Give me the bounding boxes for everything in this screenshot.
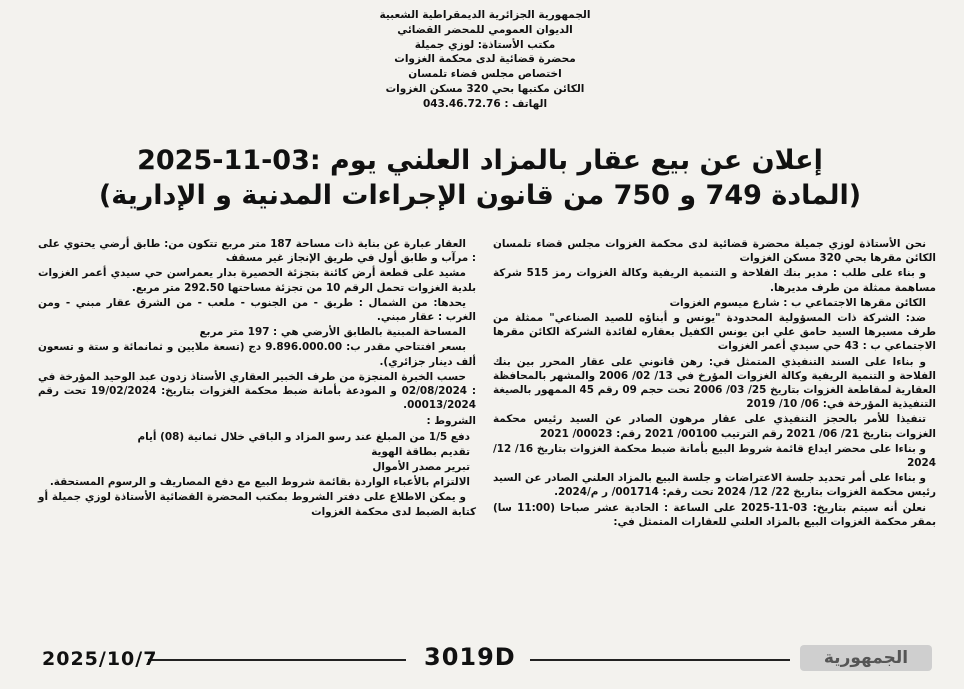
paragraph: و بناءا على محضر ايداع قائمة شروط البيع بأمانة ضبط محكمة الغزوات بتاريخ 16/ 12/ 2024: [493, 442, 936, 470]
conditions-label: الشروط :: [426, 415, 476, 428]
paragraph: تنفيذا للأمر بالحجز التنفيذي على عقار مرهون الصادر عن السيد رئيس محكمة الغزوات بتاريخ 21/ 06/ 2021 رقم الترتيب 00100/ 2021 رقم: 00023/ 2021: [493, 413, 936, 440]
paragraph: نحن الأستاذة لوزي جميلة محضرة قضائية لدى محكمة الغزوات مجلس قضاء تلمسان الكائن مقرها بحي 320 مسكن الغزوات: [493, 238, 936, 265]
paragraph: بسعر افتتاحي مقدر ب: 9.896.000.00 دج (تسعة ملايين و ثمانمائة و ستة و تسعون ألف دينار جزائري).: [38, 341, 476, 368]
condition-item: دفع 1/5 من المبلغ عند رسو المزاد و الباقي خلال ثمانية (08) أيام: [137, 430, 470, 443]
paragraph: المساحة المبنية بالطابق الأرضي هي : 197 متر مربع: [199, 326, 466, 339]
announcement-title: [80, 143, 880, 213]
header-line: الكائن مكتبها بحي 320 مسكن الغزوات: [385, 82, 585, 95]
header-line: الجمهورية الجزائرية الديمقراطية الشعبية: [379, 9, 591, 21]
paragraph: و بناءا على السند التنفيذي المتمثل في: رهن قانوني على عقار المحرر بين بنك الفلاحة و التنمية الريفية وكالة الغزوات المؤرخ في 13/ 02/ 2006 والمشهر بالمحافظة العقارية لمقاطعة الغزوات بتاريخ 25/ 03/ 2006 تحت حجم 09 رقم 45 الممهور بالصيغة التنفيذية المؤرخة في: 06/ 10/ 2019: [493, 355, 936, 411]
footer-rule: [530, 659, 790, 661]
header-line: محضرة قضائية لدى محكمة الغزوات: [394, 53, 576, 66]
paragraph: الكائن مقرها الاجتماعي ب : شارع ميسوم الغزوات: [669, 296, 926, 309]
paragraph: يحدها: من الشمال : طريق - من الجنوب - ملعب - من الشرق عقار مبني - ومن الغرب : عقار مبني.: [38, 296, 476, 324]
header-line: مكتب الأستاذة: لوزي جميلة: [414, 38, 556, 51]
paragraph: العقار عبارة عن بناية ذات مساحة 187 متر مربع تتكون من: طابق أرضي يحتوي على : مرآب و طابق أول في طريق الإنجاز غير مسقف: [38, 238, 476, 265]
left-column: [38, 237, 476, 520]
condition-item: الالتزام بالأعباء الواردة بقائمة شروط البيع مع دفع المصاريف و الرسوم المستحقة.: [49, 476, 470, 489]
condition-item: تقديم بطاقة الهوية: [371, 445, 470, 458]
right-column: [493, 237, 936, 530]
newspaper-logo: الجمهورية: [800, 645, 932, 671]
header-line: الديوان العمومي للمحضر القضائي: [397, 23, 573, 36]
ad-code: 3019D: [424, 643, 516, 671]
paragraph: نعلن أنه سيتم بتاريخ: 03-11-2025 على الساعة : الحادية عشر صباحا (11:00 سا) بمقر محكمة الغزوات البيع بالمزاد العلني للعقارات المتمثل في:: [493, 501, 936, 528]
issue-date: 2025/10/7: [42, 648, 158, 670]
paragraph: حسب الخبرة المنجزة من طرف الخبير العقاري الأستاذ زدون عبد الوحيد المؤرخة في : 02/08/2024 و المودعة بأمانة ضبط محكمة الغزوات بتاريخ: 19/02/2024 تحت رقم 00013/2024.: [38, 370, 476, 412]
title-line-1: إعلان عن بيع عقار بالمزاد العلني يوم :03-11-2025: [137, 145, 823, 176]
paragraph: مشيد على قطعة أرض كائنة بتجزئة الحصيرة بدار يعمراسن حي سيدي أعمر الغزوات بلدية الغزوات تحمل الرقم 10 من تجزئة مساحتها 292.50 متر مربع.: [38, 267, 476, 294]
office-header: [370, 8, 600, 112]
closing-paragraph: و يمكن الاطلاع على دفتر الشروط بمكتب المحضرة القضائية الأستاذة لوزي جميلة أو كتابة الضبط لدى محكمة الغزوات: [38, 491, 476, 518]
header-line: اختصاص مجلس قضاء تلمسان: [408, 68, 562, 81]
page-footer: [0, 640, 964, 680]
condition-item: تبرير مصدر الأموال: [372, 461, 470, 474]
paragraph: ضد: الشركة ذات المسؤولية المحدودة "يونس و أبناؤه للصيد الصناعي" ممثلة من طرف مسيرها السيد حامق علي ابن يونس الكفيل بعقاره لفائدة الشركة الكائن مقرها الاجتماعي ب : 43 حي سيدي أعمر الغزوات: [493, 312, 936, 353]
title-line-2: (المادة 749 و 750 من قانون الإجراءات المدنية و الإدارية): [98, 180, 862, 211]
header-phone: الهاتف : 043.46.72.76: [422, 97, 548, 110]
paragraph: و بناءا على أمر تحديد جلسة الاعتراضات و جلسة البيع بالمزاد العلني الصادر عن السيد رئيس محكمة الغزوات بتاريخ 22/ 12/ 2024 تحت رقم: 001714/ ر م/2024.: [493, 472, 936, 499]
footer-rule: [148, 659, 406, 661]
paragraph: و بناء على طلب : مدير بنك الفلاحة و التنمية الريفية وكالة الغزوات رمز 515 شركة مساهمة ممثلة من طرف مديرها.: [493, 267, 936, 294]
